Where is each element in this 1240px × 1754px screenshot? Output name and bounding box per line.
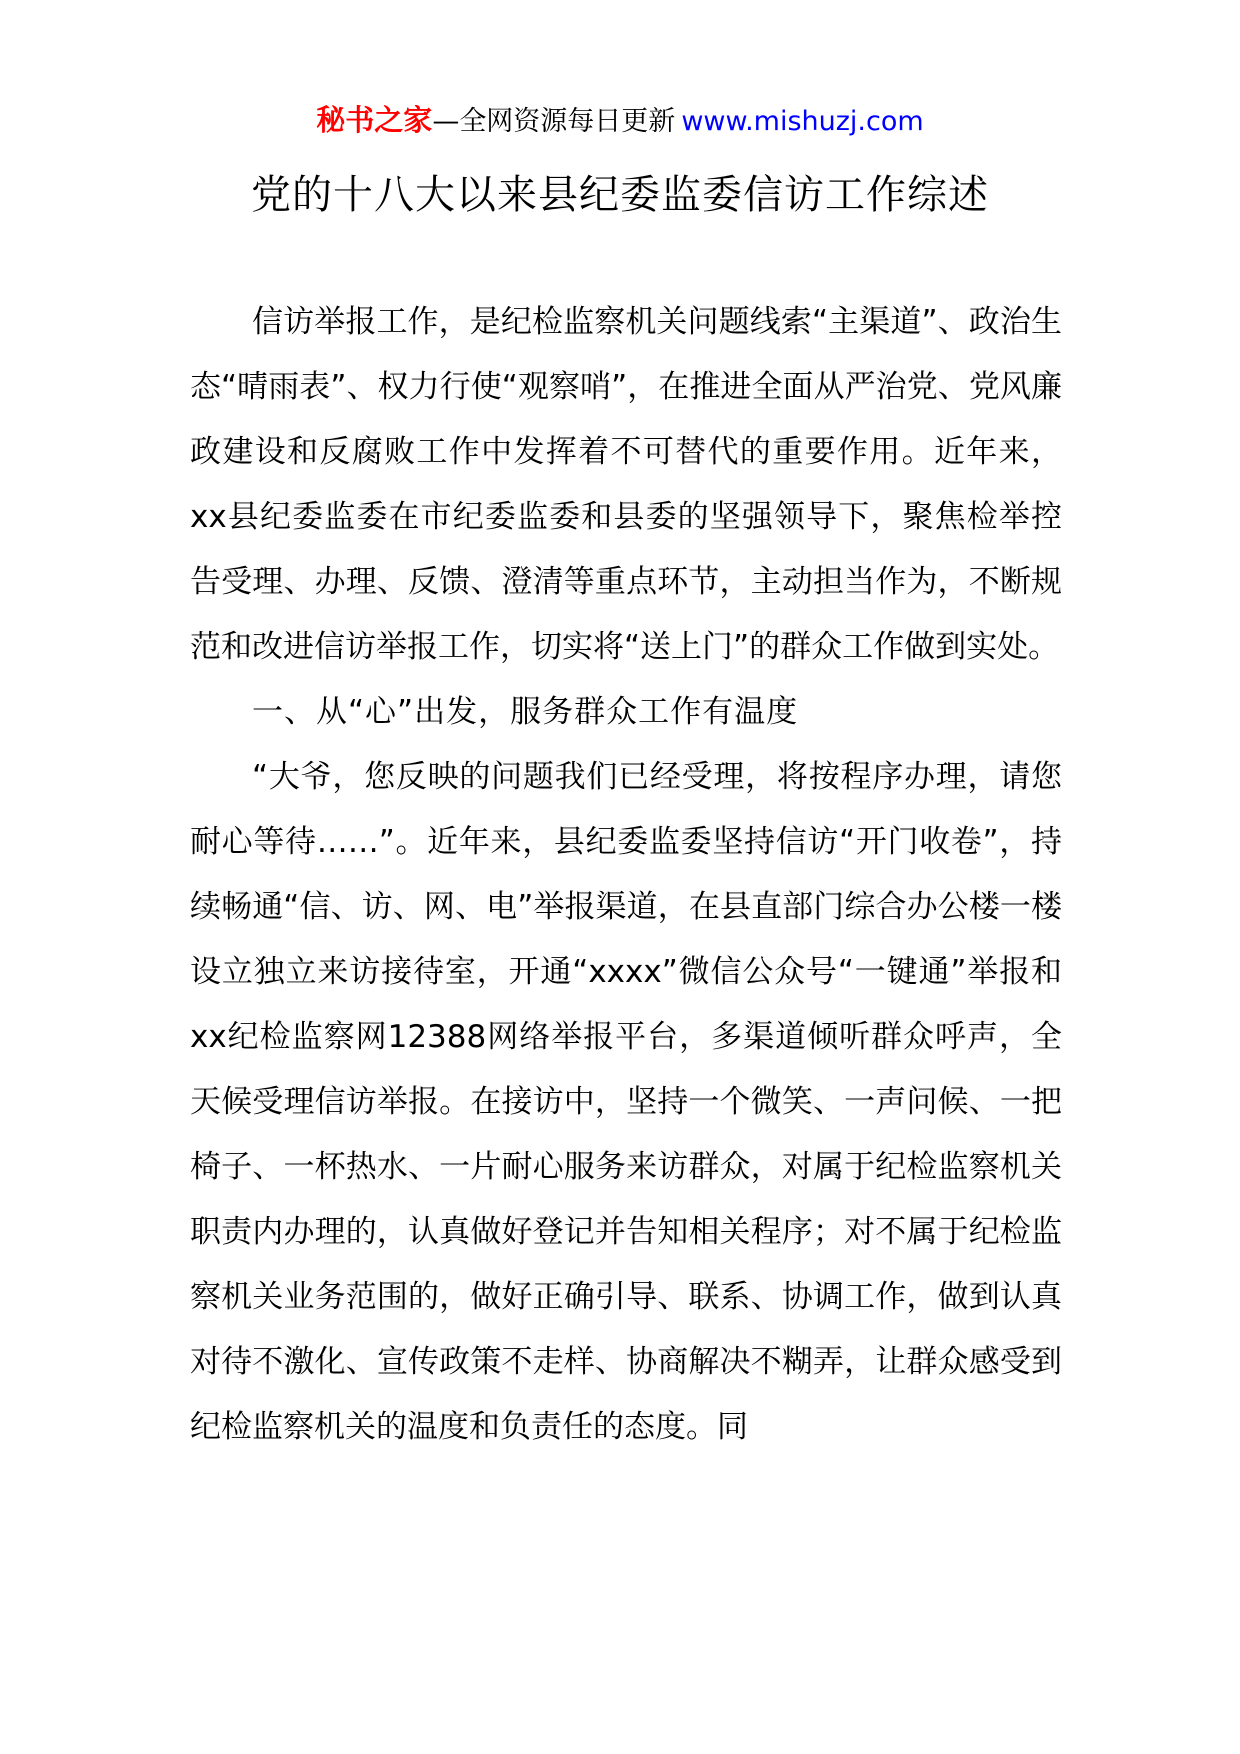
section-heading-1: 一、从“心”出发，服务群众工作有温度 — [252, 694, 799, 730]
body-paragraph: “大爷，您反映的问题我们已经受理，将按程序办理，请您耐心等待……”。近年来，县纪委监委坚持信访“开门收卷”，持续畅通“信、访、网、电”举报渠道，在县直部门综合办公楼一楼设立独立来访接待室，开通“xxxx”微信公众号“一键通”举报和xx纪检监察网12388网络举报平台，多渠道倾听群众呼声，全天候受理信访举报。在接访中，坚持一个微笑、一声问候、一把椅子、一杯热水、一片耐心服务来访群众，对属于纪检监察机关职责内办理的，认真做好登记并告知相关程序；对不属于纪检监察机关业务范围的，做好正确引导、联系、协调工作，做到认真对待不激化、宣传政策不走样、协商解决不糊弄，让群众感受到纪检监察机关的温度和负责任的态度。同 — [190, 759, 1062, 1445]
header-tagline: —全网资源每日更新 — [432, 106, 676, 137]
site-url-link[interactable]: www.mishuzj.com — [681, 106, 924, 137]
document-body — [190, 290, 1062, 1460]
document-title: 党的十八大以来县纪委监委信访工作综述 — [251, 172, 989, 218]
brand-name: 秘书之家 — [316, 103, 433, 137]
intro-paragraph: 信访举报工作，是纪检监察机关问题线索“主渠道”、政治生态“晴雨表”、权力行使“观察哨”，在推进全面从严治党、党风廉政建设和反腐败工作中发挥着不可替代的重要作用。近年来，xx县纪委监委在市纪委监委和县委的坚强领导下，聚焦检举控告受理、办理、反馈、澄清等重点环节，主动担当作为，不断规范和改进信访举报工作，切实将“送上门”的群众工作做到实处。 — [190, 304, 1062, 665]
site-header — [0, 100, 1240, 142]
